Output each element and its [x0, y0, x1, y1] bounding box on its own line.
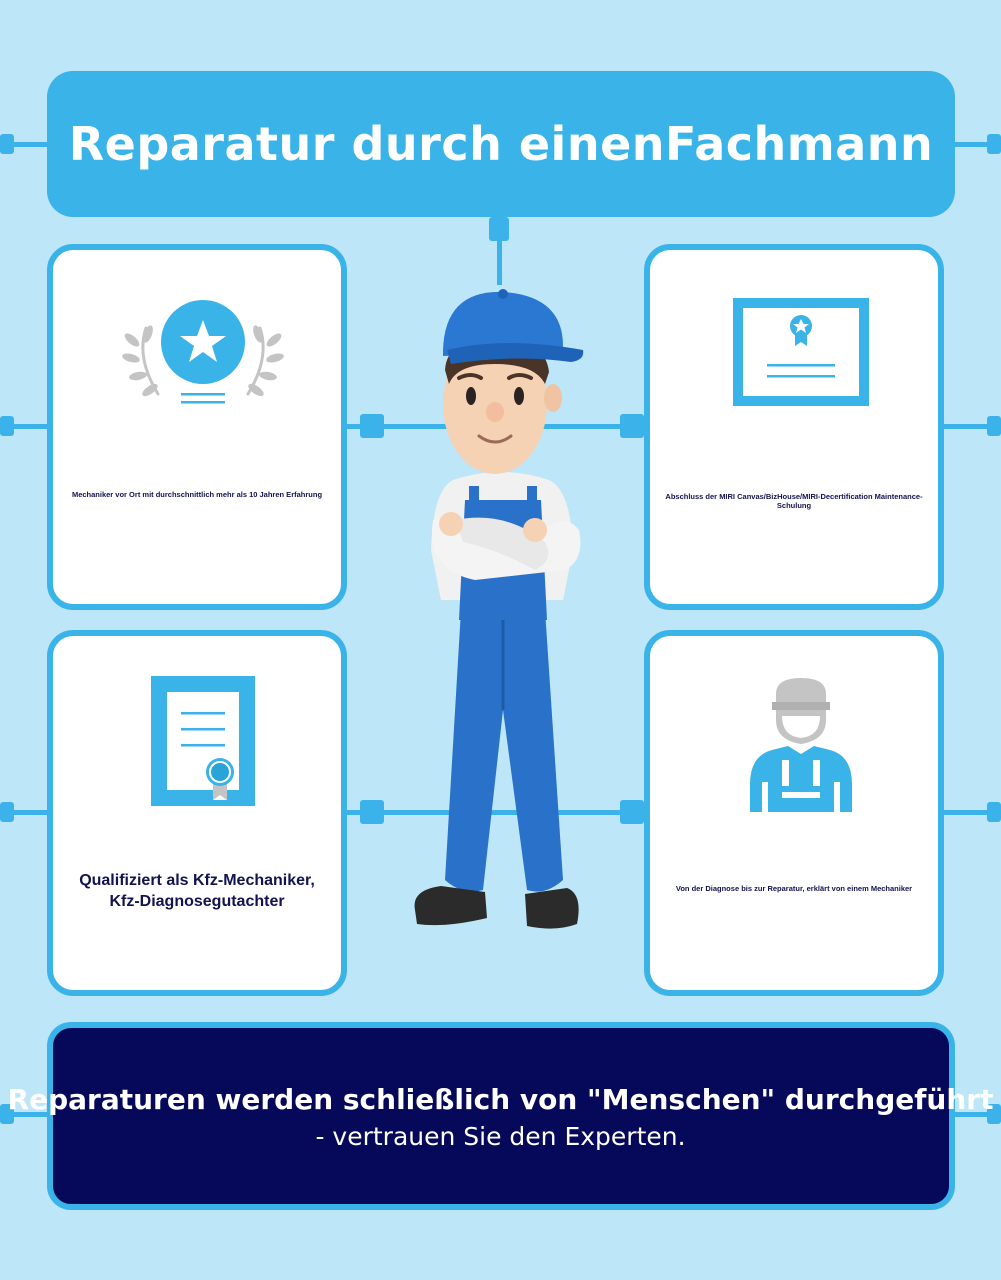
- connector-nub: [987, 802, 1001, 822]
- card-caption: Mechaniker vor Ort mit durchschnittlich mehr als 10 Jahren Erfahrung: [71, 490, 323, 499]
- card-explanation: [644, 630, 944, 996]
- award-star-icon: [118, 298, 288, 418]
- connector-nub: [360, 414, 384, 438]
- connector-nub: [0, 134, 14, 154]
- certificate-icon: [733, 298, 869, 406]
- card-caption: Von der Diagnose bis zur Reparatur, erklärt von einem Mechaniker: [675, 884, 913, 893]
- document-badge-icon: [151, 676, 255, 806]
- bottom-subline: - vertrauen Sie den Experten.: [315, 1122, 686, 1151]
- card-experience: [47, 244, 347, 610]
- page-title: Reparatur durch einenFachmann: [68, 117, 934, 171]
- connector-nub: [0, 802, 14, 822]
- connector-nub: [360, 800, 384, 824]
- card-training: [644, 244, 944, 610]
- bottom-headline: Reparaturen werden schließlich von "Menschen" durchgeführt: [7, 1083, 994, 1116]
- connector-nub: [987, 416, 1001, 436]
- bottom-banner: [47, 1022, 955, 1210]
- mechanic-illustration: [395, 280, 605, 950]
- connector-nub: [489, 217, 509, 241]
- card-caption: Abschluss der MIRI Canvas/BizHouse/MIRI-Decertification Maintenance-Schulung: [665, 492, 923, 510]
- mechanic-person-icon: [748, 676, 854, 812]
- connector-nub: [0, 416, 14, 436]
- title-banner: [47, 71, 955, 217]
- connector-nub: [987, 134, 1001, 154]
- connector-nub: [620, 800, 644, 824]
- connector-nub: [620, 414, 644, 438]
- card-caption: Qualifiziert als Kfz-Mechaniker, Kfz-Diagnosegutachter: [79, 872, 315, 910]
- card-qualification: [47, 630, 347, 996]
